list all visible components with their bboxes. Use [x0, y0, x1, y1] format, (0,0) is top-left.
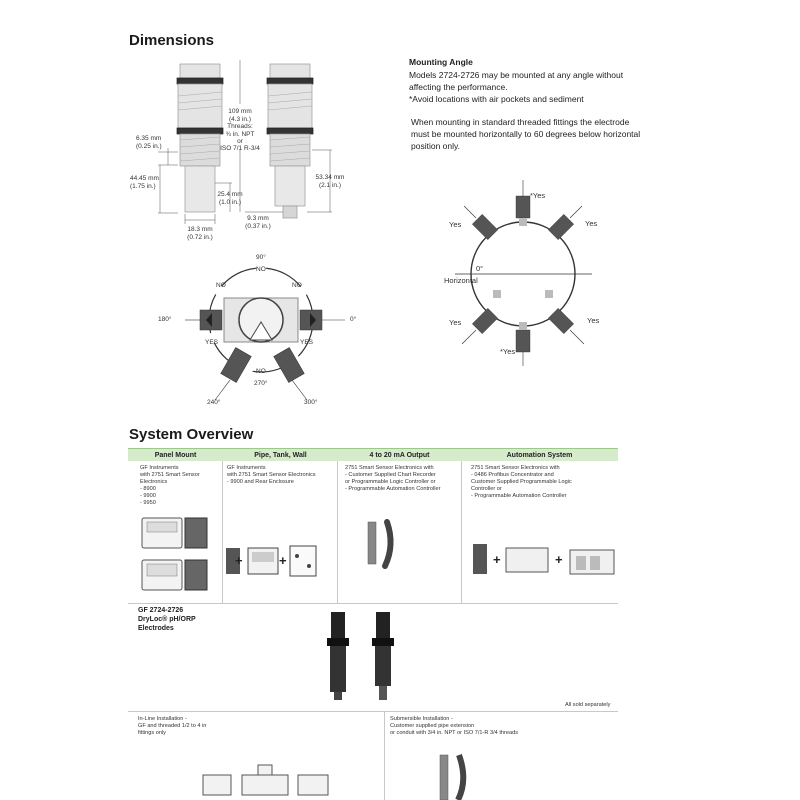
- mounting-line-1: Models 2724-2726 may be mounted at any angle without: [409, 70, 624, 80]
- col4-line-5: - Programmable Automation Controller: [471, 493, 567, 499]
- dim-109mm-inch: (4.3 in.): [228, 115, 252, 123]
- column-panel-mount: Panel Mount: [154, 452, 197, 459]
- angle-240: 240°: [207, 399, 221, 406]
- col2-line-3: - 9900 and Rear Enclosure: [227, 479, 294, 485]
- col2-line-1: GF Instruments: [227, 465, 266, 471]
- col1-line-5: - 9900: [140, 493, 156, 499]
- col1-line-4: - 8900: [140, 486, 156, 492]
- dim-9-3mm-inch: (0.37 in.): [245, 222, 271, 230]
- plus-sign-pipe: +: [235, 553, 243, 568]
- col4-line-4: Controller or: [471, 486, 502, 492]
- mounting-para2-line-1: When mounting in standard threaded fittings the electrode: [411, 117, 630, 127]
- mounting-para2-line-3: position only.: [411, 141, 460, 151]
- dim-9-3mm: 9.3 mm: [247, 215, 269, 222]
- angle-300: 300°: [304, 399, 318, 406]
- column-4-20ma-output: 4 to 20 mA Output: [369, 452, 430, 459]
- dim-6-35mm-inch: (0.25 in.): [136, 142, 162, 150]
- col3-line-3: or Programmable Logic Controller or: [345, 479, 436, 485]
- col4-line-3: Customer Supplied Programmable Logic: [471, 479, 572, 485]
- angle-270: 270°: [254, 380, 268, 387]
- system-overview-title: System Overview: [129, 426, 254, 443]
- angle-no-top: NO: [256, 266, 266, 273]
- mounting-line-2: affecting the performance.: [409, 82, 508, 92]
- threads-label: Threads:: [227, 123, 253, 130]
- plus-sign-automation-2: +: [555, 552, 563, 567]
- col3-line-1: 2751 Smart Sensor Electronics with: [345, 465, 434, 471]
- inline-line-2: GF and threaded 1/2 to 4 in: [138, 723, 207, 729]
- dim-6-35mm: 6.35 mm: [136, 135, 162, 142]
- dim-18-3mm-inch: (0.72 in.): [187, 233, 213, 241]
- mount-yes-top: *Yes: [530, 191, 546, 200]
- plus-sign-pipe-2: +: [279, 553, 287, 568]
- submersible-line-3: or conduit with 3/4 in. NPT or ISO 7/1-R 3/4 threads: [390, 730, 518, 736]
- col2-line-2: with 2751 Smart Sensor Electronics: [227, 472, 316, 478]
- threads-npt: ¾ in. NPT: [225, 130, 255, 138]
- col1-line-1: GF Instruments: [140, 465, 179, 471]
- angle-0: 0°: [350, 316, 357, 323]
- col4-line-1: 2751 Smart Sensor Electronics with: [471, 465, 560, 471]
- mount-yes-bottom: *Yes: [500, 347, 516, 356]
- col1-line-2: with 2751 Smart Sensor: [140, 472, 200, 478]
- angle-90: 90°: [256, 254, 266, 261]
- threads-iso: ISO 7/1 R-3/4: [220, 145, 260, 152]
- mount-yes-upper-left: Yes: [449, 220, 462, 229]
- all-sold-separately: All sold separately: [565, 702, 611, 708]
- dim-18-3mm: 18.3 mm: [187, 226, 213, 233]
- col1-line-3: Electronics: [140, 479, 168, 485]
- submersible-line-2: Customer supplied pipe extension: [390, 723, 475, 729]
- product-line-3: Electrodes: [138, 625, 174, 632]
- col3-line-2: - Customer Supplied Chart Recorder: [345, 472, 436, 478]
- angle-180: 180°: [158, 316, 172, 323]
- angle-no-bottom: NO: [256, 368, 266, 375]
- dim-53-34mm-inch: (2.1 in.): [318, 181, 342, 189]
- inline-line-1: In-Line Installation -: [138, 716, 187, 722]
- product-line-2: DryLoc® pH/ORP: [138, 616, 196, 623]
- angle-yes-left: YES: [205, 339, 219, 346]
- mount-zero-degree: 0°: [476, 264, 484, 273]
- dimensions-title: Dimensions: [129, 32, 215, 49]
- dim-44-45mm-inch: (1.75 in.): [130, 182, 156, 190]
- angle-no-left: NO: [216, 282, 226, 289]
- mount-yes-lower-right: Yes: [587, 316, 600, 325]
- column-pipe-tank-wall: Pipe, Tank, Wall: [254, 452, 307, 459]
- mounting-line-3: *Avoid locations with air pockets and sediment: [409, 94, 584, 104]
- mounting-angle-title: Mounting Angle: [409, 57, 473, 67]
- col4-line-2: - 0486 Profibus Concentrator and: [471, 472, 554, 478]
- dim-25-4mm: 25.4 mm: [217, 191, 243, 198]
- angle-yes-right: YES: [300, 339, 314, 346]
- mount-yes-upper-right: Yes: [585, 219, 598, 228]
- submersible-line-1: Submersible Installation -: [390, 716, 453, 722]
- dim-53-34mm: 53.34 mm: [315, 174, 345, 181]
- angle-no-right: NO: [292, 282, 302, 289]
- dim-25-4mm-inch: (1.0 in.): [218, 198, 242, 206]
- threads-or: or: [237, 138, 243, 145]
- plus-sign-automation: +: [493, 552, 501, 567]
- inline-line-3: fittings only: [138, 730, 166, 736]
- col3-line-4: - Programmable Automation Controller: [345, 486, 441, 492]
- mount-horizontal: Horizontal: [444, 276, 478, 285]
- mounting-para2-line-2: must be mounted horizontally to 60 degrees below horizontal: [411, 129, 641, 139]
- dim-109mm: 109 mm: [228, 108, 252, 115]
- column-automation-system: Automation System: [506, 452, 573, 459]
- dim-44-45mm: 44.45 mm: [130, 175, 159, 182]
- mount-yes-lower-left: Yes: [449, 318, 462, 327]
- col1-line-6: - 9950: [140, 500, 156, 506]
- product-line-1: GF 2724-2726: [138, 607, 184, 614]
